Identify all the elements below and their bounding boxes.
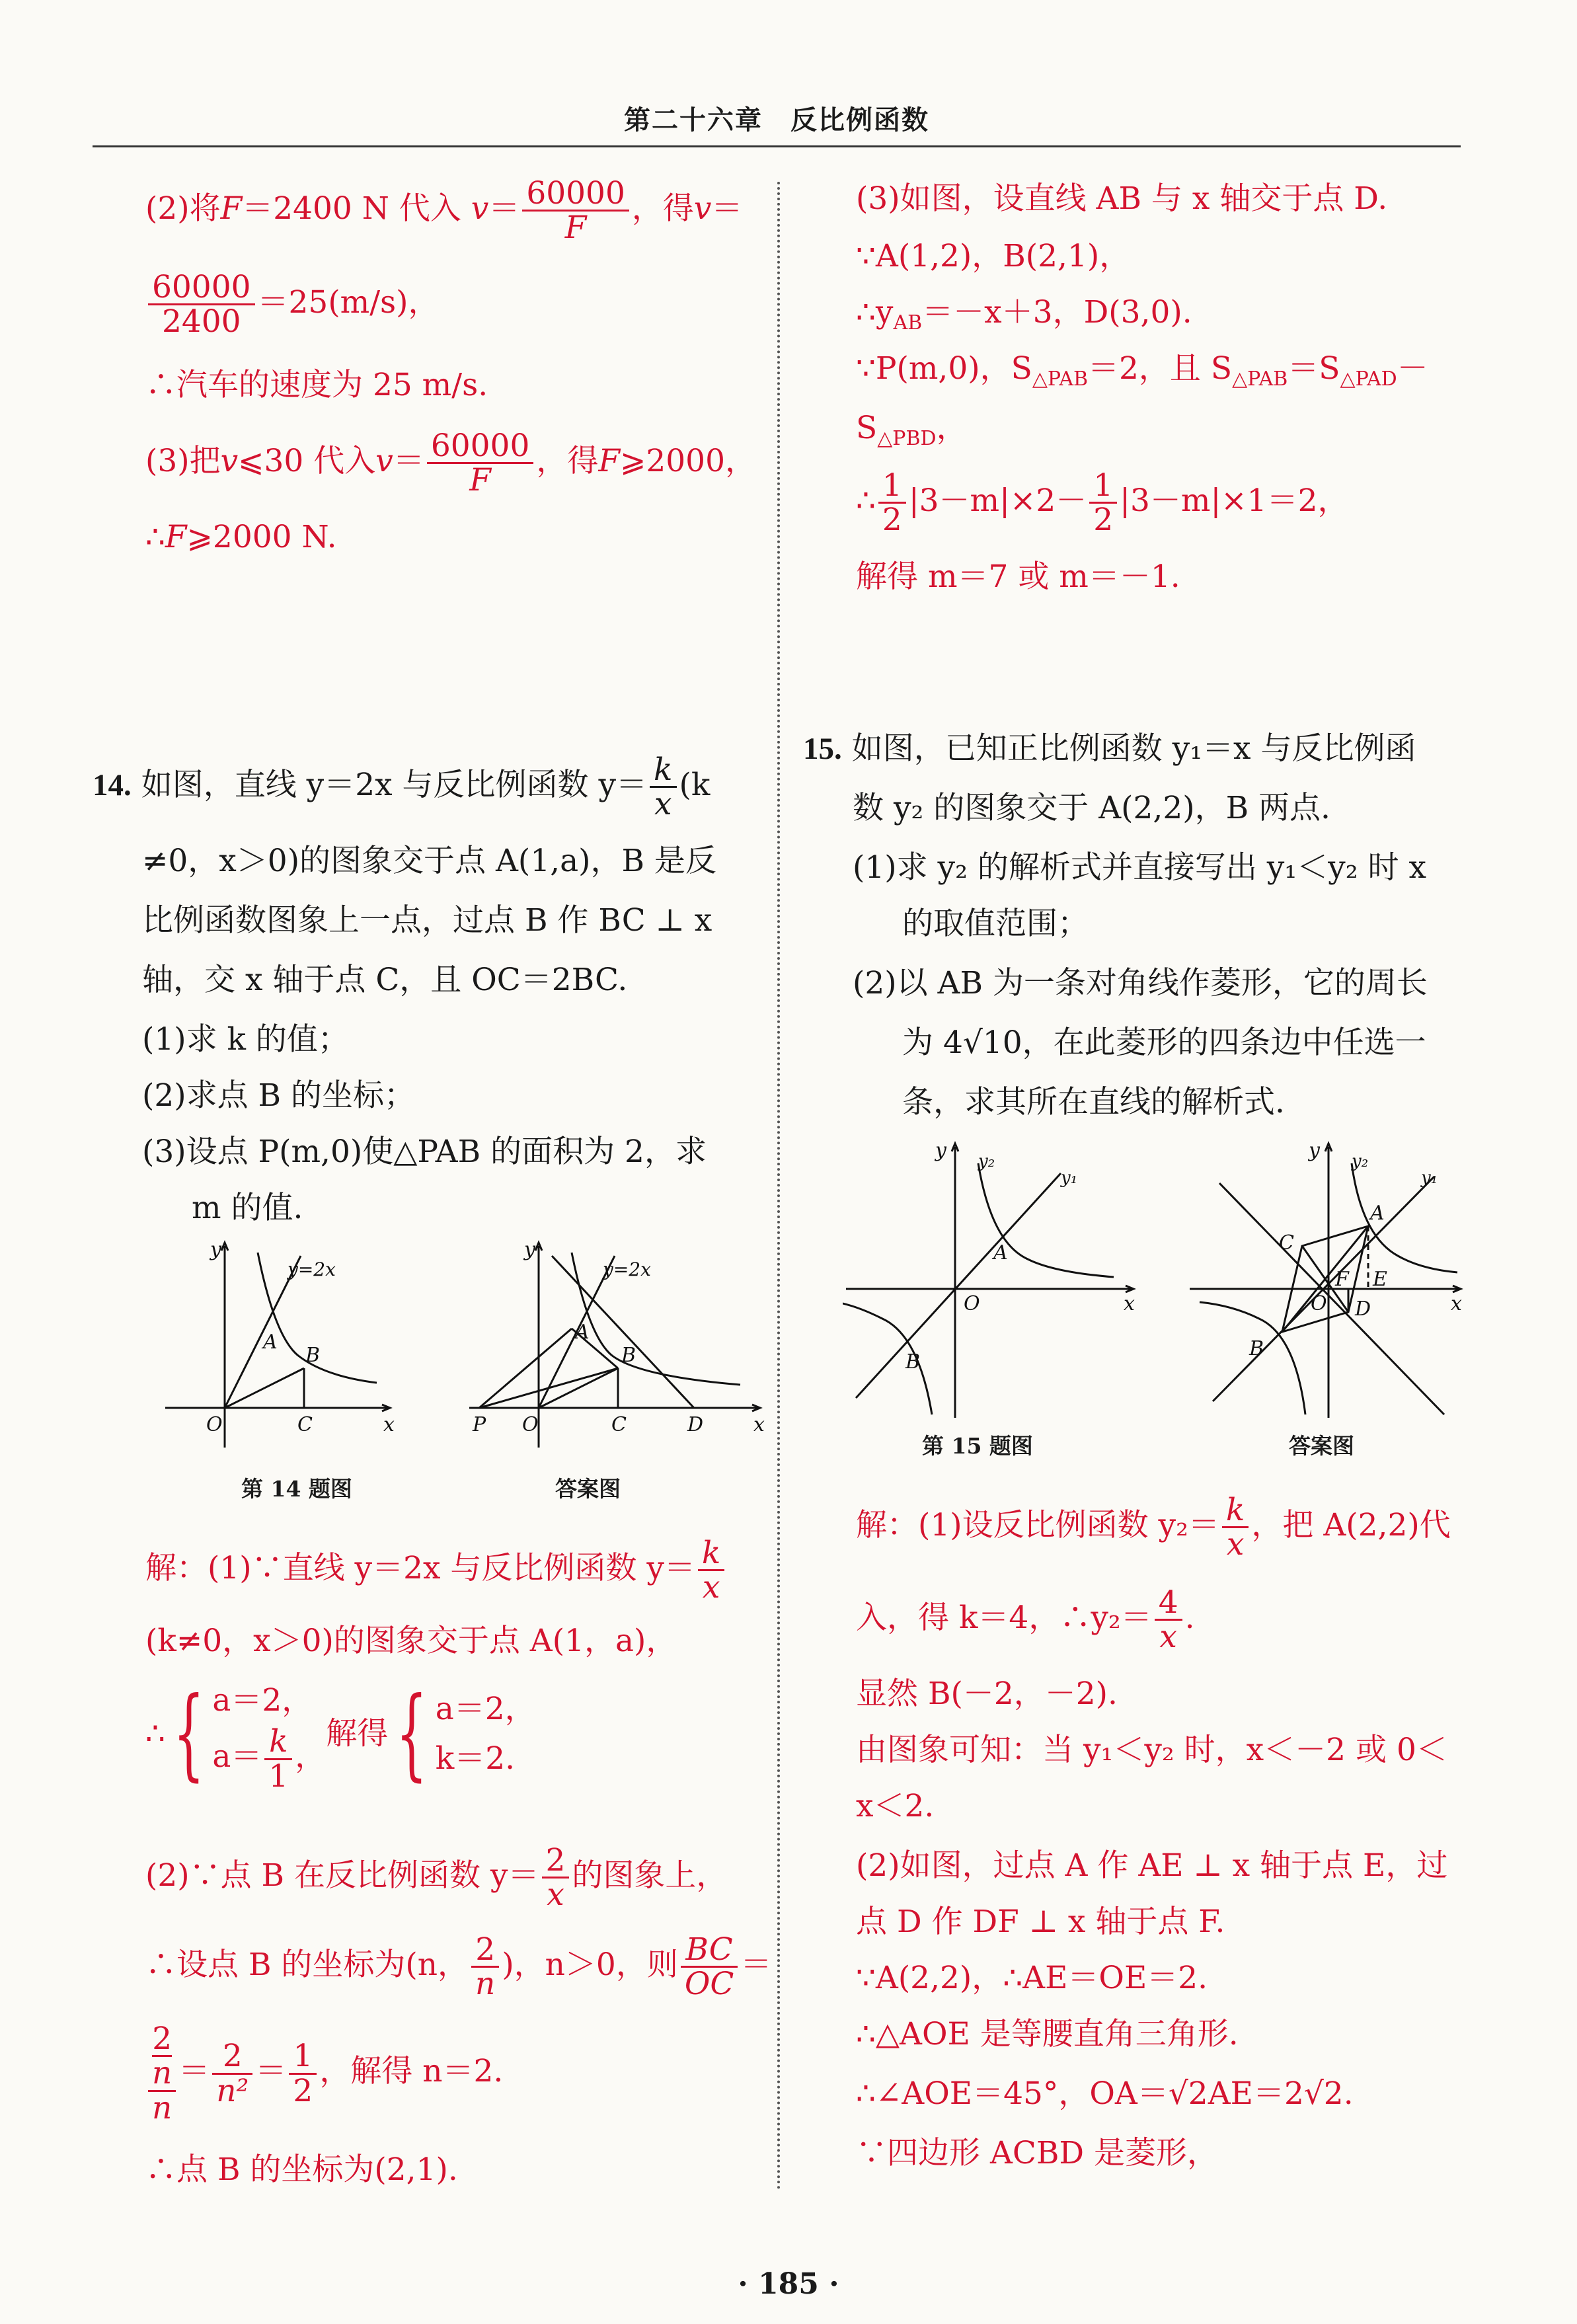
- right-column: [803, 0, 1471, 2247]
- sol-line: 点 D 作 DF ⊥ x 轴于点 F.: [856, 1904, 1225, 1940]
- svg-text:y₂: y₂: [978, 1151, 995, 1171]
- svg-text:y: y: [524, 1238, 535, 1261]
- q14-line-1: 14. 如图，直线 y＝2x 与反比例函数 y＝ $\frac{k}{x}$ (k: [93, 752, 711, 823]
- answer-line: 解得 m＝7 或 m＝－1.: [856, 559, 1180, 595]
- q14-line-6: (2)求点 B 的坐标；: [142, 1077, 415, 1114]
- q14-figure-caption: 第 14 题图: [241, 1476, 352, 1502]
- answer-line: ∵P(m,0)，$S_{\triangle PAB}=2$，且 $S_{\triangle PAB}=S_{\triangle PAD}-$: [856, 350, 1428, 391]
- fraction: $\frac{k}{x}$: [650, 754, 676, 821]
- answer-line: (2)将F＝2400 N 代入 v＝ $\frac{60000}{F}$ ，得v＝: [145, 175, 743, 247]
- fraction: $\frac{60000}{2400}$: [148, 271, 255, 338]
- svg-text:x: x: [1124, 1292, 1135, 1315]
- q14-line-2: ≠0，x＞0)的图象交于点 A(1,a)，B 是反: [142, 843, 716, 879]
- q14-answer-figure: [463, 1236, 767, 1454]
- label-o: O: [206, 1413, 223, 1436]
- svg-text:E: E: [1373, 1268, 1387, 1291]
- brace-icon: {: [396, 1676, 428, 1792]
- sol-line: 2 n n ＝ $\frac{2}{\text{n²}}$ ＝ $\frac{1}{2}$ ，解得 n＝2.: [145, 2023, 503, 2124]
- answer-line: (3)如图，设直线 AB 与 x 轴交于点 D.: [856, 180, 1388, 217]
- svg-text:y₁: y₁: [1421, 1168, 1438, 1188]
- sol-line: (2)如图，过点 A 作 AE ⊥ x 轴于点 E，过: [856, 1847, 1448, 1884]
- q14-answer-caption: 答案图: [555, 1476, 621, 1502]
- svg-text:y₁: y₁: [1061, 1168, 1078, 1188]
- brace-icon: {: [173, 1676, 205, 1792]
- svg-text:C: C: [611, 1413, 627, 1436]
- label-c: C: [297, 1413, 313, 1436]
- sol-line: ∴△AOE 是等腰直角三角形.: [856, 2016, 1239, 2052]
- svg-text:D: D: [687, 1413, 704, 1436]
- q15-answer-figure: [1186, 1137, 1464, 1421]
- svg-text:y=2x: y=2x: [603, 1259, 651, 1280]
- svg-text:y: y: [1309, 1139, 1320, 1162]
- chapter-header: 第二十六章 反比例函数: [624, 104, 929, 136]
- q15-line-2: 数 y₂ 的图象交于 A(2,2)，B 两点.: [853, 790, 1330, 826]
- svg-text:A: A: [575, 1321, 590, 1344]
- svg-text:B: B: [621, 1344, 636, 1367]
- sol-line: (k≠0，x＞0)的图象交于点 A(1，a)，: [145, 1623, 677, 1659]
- fraction: $\frac{2}{n}$: [471, 1933, 499, 2001]
- complex-fraction: 2 n n: [148, 2023, 176, 2124]
- sol-line: ∵四边形 ACBD 是菱形，: [856, 2135, 1219, 2171]
- sol-line: 入，得 k＝4，∴y₂＝ $\frac{4}{x}$ .: [856, 1584, 1195, 1656]
- answer-line: ∴汽车的速度为 25 m/s.: [145, 367, 488, 403]
- fraction: $\frac{BC}{OC}$: [681, 1933, 738, 2001]
- fraction: $\frac{1}{2}$: [289, 2040, 317, 2107]
- sol-line: ∴点 B 的坐标为(2,1).: [145, 2151, 458, 2188]
- q15-line-6: 为 4√10，在此菱形的四条边中任选一: [902, 1025, 1426, 1061]
- answer-line: (3)把v⩽30 代入v＝ $\frac{60000}{F}$ ，得F⩾2000，: [145, 428, 756, 499]
- svg-text:y₂: y₂: [1352, 1151, 1369, 1171]
- fraction: $\frac{k}{x}$: [1222, 1494, 1249, 1561]
- q15-line-5: (2)以 AB 为一条对角线作菱形，它的周长: [853, 965, 1428, 1001]
- sol-line: 显然 B(－2，－2).: [856, 1676, 1118, 1712]
- answer-line: $\therefore y_{AB}=-x+3$，D(3,0).: [856, 294, 1192, 334]
- q14-line-8: m 的值.: [192, 1190, 303, 1226]
- svg-text:F: F: [1335, 1268, 1349, 1291]
- svg-text:O: O: [964, 1292, 980, 1315]
- fraction: $\frac{60000}{F}$: [427, 430, 534, 497]
- q15-line-3: (1)求 y₂ 的解析式并直接写出 y₁＜y₂ 时 x: [853, 849, 1426, 886]
- page-number: · 185 ·: [738, 2267, 839, 2301]
- svg-text:P: P: [473, 1413, 486, 1436]
- svg-text:C: C: [1279, 1231, 1294, 1255]
- q14-figure: [159, 1236, 397, 1454]
- q14-line-5: (1)求 k 的值；: [142, 1021, 349, 1058]
- svg-text:D: D: [1355, 1298, 1371, 1321]
- q15-line-1: 15. 如图，已知正比例函数 y₁＝x 与反比例函: [803, 730, 1416, 767]
- fraction: $\frac{60000}{F}$: [522, 177, 629, 245]
- sol-line: x＜2.: [856, 1788, 935, 1824]
- sol-line-system: ∴{ a＝2， a＝ $\frac{k}{1}$ ， 解得{ a＝2， k＝2.: [145, 1676, 536, 1795]
- q14-line-3: 比例函数图象上一点，过点 B 作 BC ⊥ x: [142, 902, 712, 939]
- answer-line: ∵A(1,2)，B(2,1)，: [856, 238, 1131, 274]
- sol-line: 由图象可知：当 y₁＜y₂ 时，x＜－2 或 0＜: [856, 1732, 1447, 1768]
- q15-answer-caption: 答案图: [1289, 1433, 1354, 1459]
- sol-line: 解：(1)设反比例函数 y₂＝ $\frac{k}{x}$ ，把 A(2,2)代: [856, 1492, 1451, 1563]
- equation-system: a＝2， k＝2.: [435, 1691, 536, 1777]
- svg-text:A: A: [1370, 1202, 1385, 1225]
- svg-text:B: B: [1249, 1337, 1264, 1360]
- fraction: $\frac{k}{x}$: [698, 1537, 724, 1604]
- q15-line-4: 的取值范围；: [902, 906, 1089, 942]
- svg-text:O: O: [1311, 1292, 1327, 1315]
- sol-line: 解：(1)∵直线 y＝2x 与反比例函数 y＝ $\frac{k}{x}$: [145, 1537, 727, 1604]
- label-line: y=2x: [288, 1259, 336, 1280]
- sol-line: ∴设点 B 的坐标为(n， $\frac{2}{n}$ )，n＞0，则 $\frac{BC}{OC}$ ＝: [145, 1931, 772, 2003]
- fraction: $\frac{2}{\text{n²}}$: [212, 2040, 252, 2107]
- svg-text:A: A: [993, 1241, 1008, 1264]
- fraction: $\frac{1}{2}$: [878, 469, 906, 537]
- q15-figure: [843, 1137, 1140, 1421]
- answer-line: ∴F⩾2000 N.: [145, 519, 337, 555]
- equation-system: a＝2， a＝ $\frac{k}{1}$ ，: [212, 1682, 327, 1795]
- label-a: A: [263, 1331, 278, 1354]
- sol-line: ∵A(2,2)，∴AE＝OE＝2.: [856, 1960, 1208, 1996]
- answer-line: $\frac{60000}{2400}$ ＝25(m/s)，: [145, 271, 440, 338]
- label-x: x: [383, 1413, 395, 1436]
- fraction: $\frac{2}{x}$: [542, 1844, 570, 1912]
- fraction: $\frac{4}{x}$: [1155, 1586, 1182, 1654]
- q14-line-4: 轴，交 x 轴于点 C，且 OC＝2BC.: [142, 962, 628, 998]
- column-divider: [777, 182, 780, 2191]
- label-b: B: [305, 1344, 321, 1367]
- svg-text:x: x: [753, 1413, 765, 1436]
- svg-text:x: x: [1451, 1292, 1462, 1315]
- svg-text:y: y: [935, 1139, 946, 1162]
- q15-figure-caption: 第 15 题图: [922, 1433, 1033, 1459]
- left-column: [93, 0, 772, 2247]
- sol-line: ∴∠AOE＝45°，OA＝√2AE＝2√2.: [856, 2075, 1354, 2112]
- sol-line: (2)∵点 B 在反比例函数 y＝ $\frac{2}{x}$ 的图象上，: [145, 1842, 728, 1914]
- label-y: y: [210, 1238, 221, 1261]
- answer-line: ∴ $\frac{1}{2}$ |3－m|×2－ $\frac{1}{2}$ |3－m|×1＝2，: [856, 467, 1349, 539]
- segment-ob: [225, 1368, 304, 1408]
- svg-text:B: B: [905, 1350, 921, 1374]
- q14-line-7: (3)设点 P(m,0)使△PAB 的面积为 2，求: [142, 1134, 707, 1170]
- answer-line: $S_{\triangle PBD}$，: [856, 410, 968, 450]
- fraction: $\frac{k}{1}$: [264, 1725, 292, 1793]
- fraction: $\frac{1}{2}$: [1089, 469, 1117, 537]
- q15-line-7: 条，求其所在直线的解析式.: [902, 1084, 1285, 1120]
- svg-text:O: O: [522, 1413, 539, 1436]
